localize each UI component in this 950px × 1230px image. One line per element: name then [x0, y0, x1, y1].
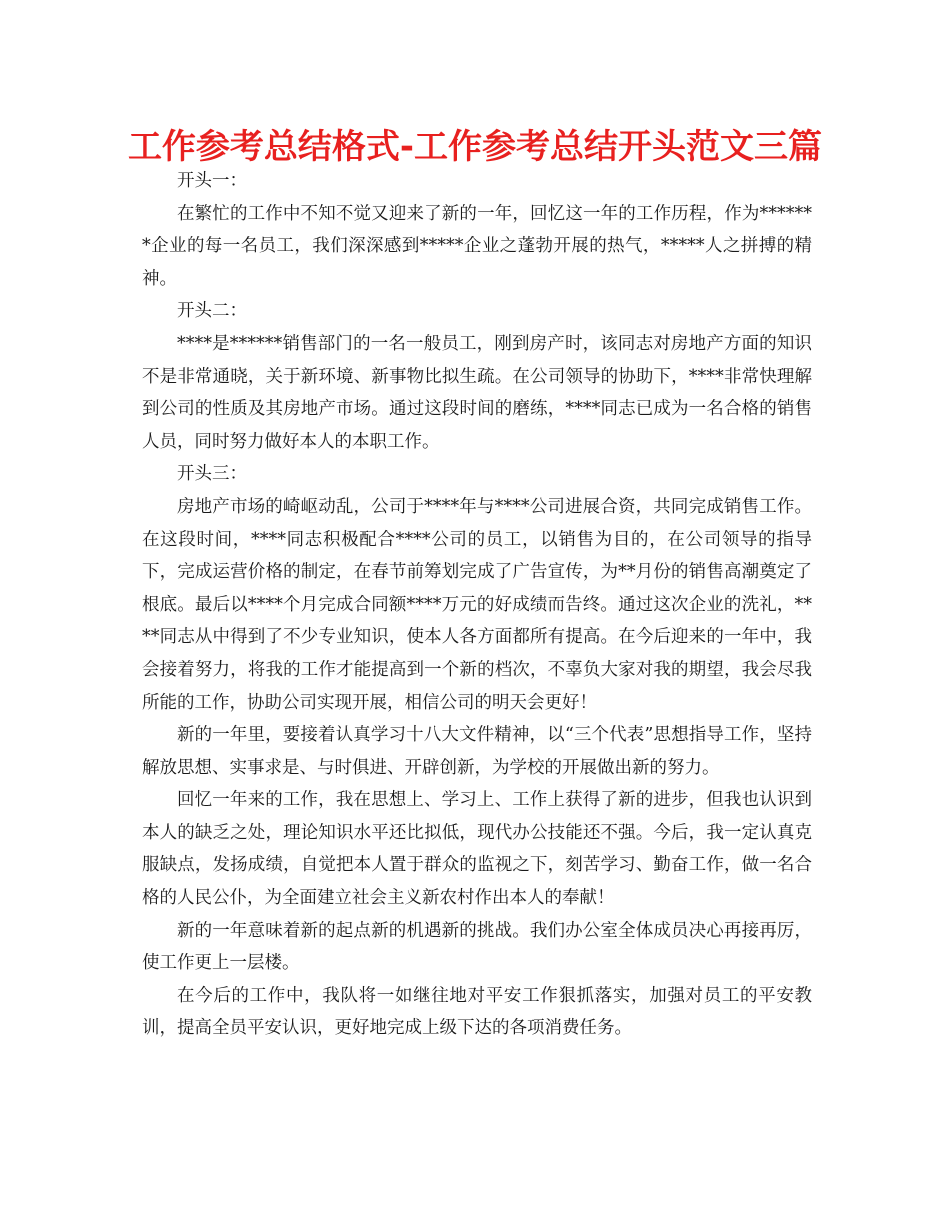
section-heading-1: 开头一： — [177, 171, 247, 191]
paragraph-3: 房地产市场的崎岖动乱，公司于****年与****公司进展合资，共同完成销售工作。在这段时间，****同志积极配合****公司的员工，以销售为目的，在公司领导的指导下，完成运营价格的制定，在春节前筹划完成了广告宣传，为**月份的销售高潮奠定了根底。最后以****个月完成合同额****万元的好成绩而告终。通过这次企业的洗礼，****同志从中得到了不少专业知识，使本人各方面都所有提高。在今后迎来的一年中，我会接着努力，将我的工作才能提高到一个新的档次，不辜负大家对我的期望，我会尽我所能的工作，协助公司实现开展，相信公司的明天会更好！ — [142, 496, 812, 713]
document-title: 工作参考总结格式-工作参考总结开头范文三篇 — [127, 127, 823, 167]
section-heading-2: 开头二： — [177, 301, 247, 322]
paragraph-4: 新的一年里，要接着认真学习十八大文件精神，以“三个代表”思想指导工作，坚持解放思想、实事求是、与时俱进、开辟创新，为学校的开展做出新的努力。 — [142, 725, 812, 778]
paragraph-1: 在繁忙的工作中不知不觉又迎来了新的一年，回忆这一年的工作历程，作为*******企业的每一名员工，我们深深感到*****企业之蓬勃开展的热气，*****人之拼搏的精神。 — [142, 203, 812, 289]
paragraph-6: 新的一年意味着新的起点新的机遇新的挑战。我们办公室全体成员决心再接再厉，使工作更上一层楼。 — [142, 920, 812, 974]
section-heading-3: 开头三： — [177, 464, 247, 485]
paragraph-7: 在今后的工作中，我队将一如继往地对平安工作狠抓落实，加强对员工的平安教训，提高全员平安认识，更好地完成上级下达的各项消费任务。 — [142, 985, 812, 1039]
document-body — [142, 165, 812, 1045]
paragraph-5: 回忆一年来的工作，我在思想上、学习上、工作上获得了新的进步，但我也认识到本人的缺乏之处，理论知识水平还比拟低，现代办公技能还不强。今后，我一定认真克服缺点，发扬成绩，自觉把本人置于群众的监视之下，刻苦学习、勤奋工作，做一名合格的人民公仆，为全面建立社会主义新农村作出本人的奉献！ — [142, 790, 812, 909]
paragraph-2: ****是******销售部门的一名一般员工，刚到房产时，该同志对房地产方面的知识不是非常通晓，关于新环境、新事物比拟生疏。在公司领导的协助下，****非常快理解到公司的性质及其房地产市场。通过这段时间的磨练，****同志已成为一名合格的销售人员，同时努力做好本人的本职工作。 — [142, 333, 812, 452]
